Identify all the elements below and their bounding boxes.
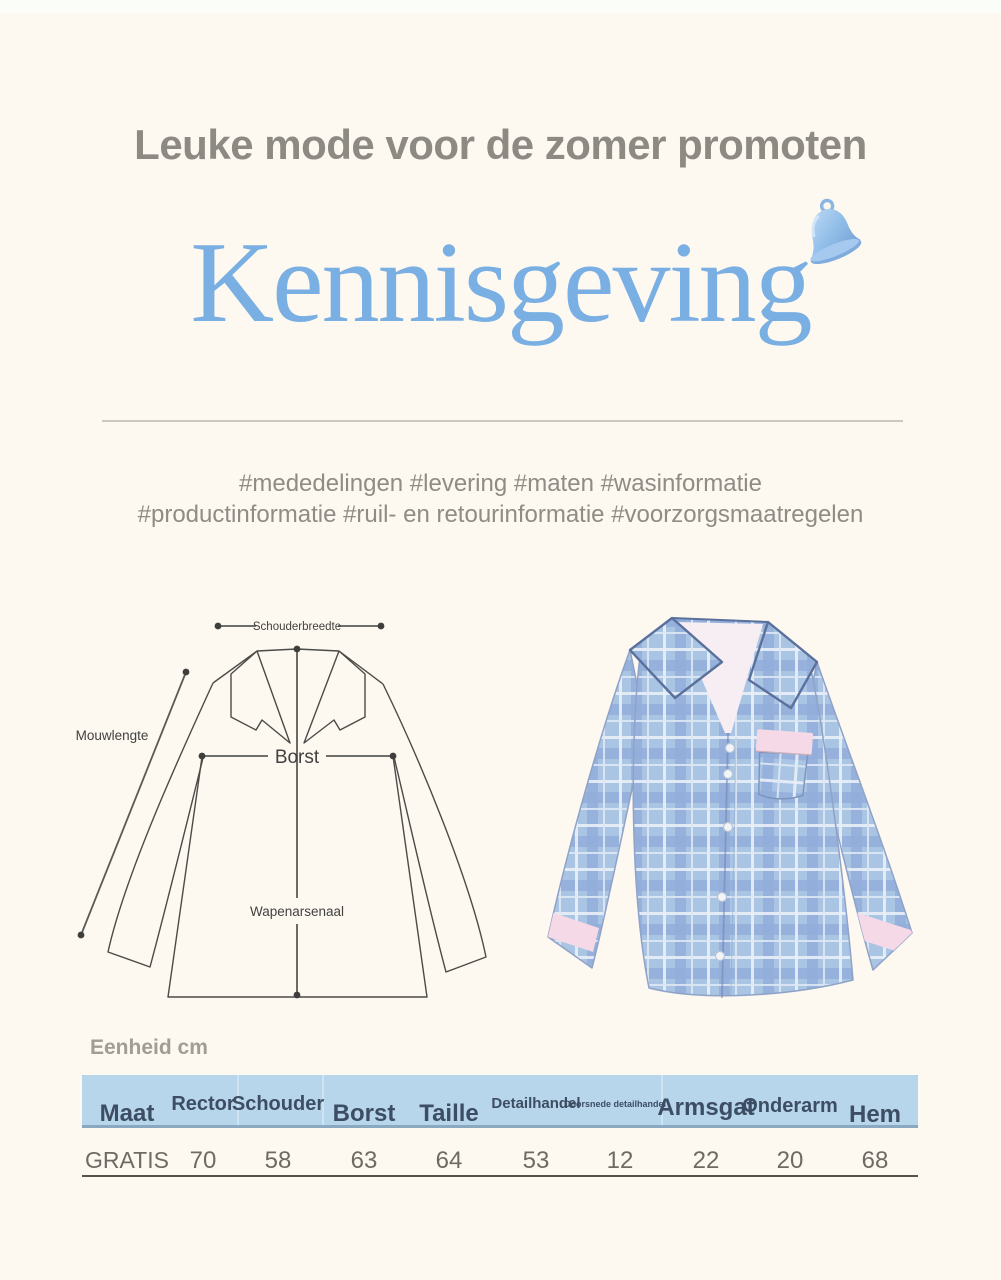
table-underline: [82, 1175, 918, 1177]
cell-onderarm: 20: [776, 1147, 804, 1174]
header-borst: Borst: [332, 1100, 396, 1127]
cell-rector: 70: [189, 1147, 217, 1174]
header-schouder: Schouder: [231, 1093, 325, 1115]
cell-doorsnede: 12: [606, 1147, 634, 1174]
bell-icon: [799, 194, 863, 274]
header-armsgat: Armsgat: [657, 1094, 755, 1121]
header-taille: Taille: [419, 1100, 479, 1127]
header-hem: Hem: [848, 1101, 902, 1128]
cell-armsgat: 22: [692, 1147, 720, 1174]
cell-hem: 68: [861, 1147, 889, 1174]
header-detailhandel: Detailhandel: [491, 1095, 581, 1112]
hashtag-line-2: #productinformatie #ruil- en retourinformatie #voorzorgsmaatregelen: [137, 501, 864, 528]
diagram-label-sleeve: Mouwlengte: [75, 728, 149, 743]
section-divider: [102, 420, 903, 422]
headline-kennisgeving: Kennisgeving: [190, 219, 811, 347]
diagram-label-chest: Borst: [274, 747, 320, 768]
unit-label: Eenheid cm: [90, 1036, 208, 1059]
header-doorsnede-detailhandel: Doorsnede detailhandel: [563, 1099, 667, 1109]
page-title: Leuke mode voor de zomer promoten: [134, 121, 867, 168]
cell-taille: 64: [435, 1147, 463, 1174]
diagram-label-shoulder: Schouderbreedte: [252, 621, 342, 633]
cell-detailhandel: 53: [522, 1147, 550, 1174]
header-onderarm: Onderarm: [742, 1095, 838, 1117]
measurement-diagram: [70, 605, 515, 1025]
hashtag-line-1: #mededelingen #levering #maten #wasinformatie: [239, 470, 762, 497]
header-maat: Maat: [99, 1100, 155, 1127]
header-rector: Rector: [171, 1093, 235, 1115]
cell-schouder: 58: [264, 1147, 292, 1174]
pajama-shirt-photo: [525, 598, 965, 1038]
top-strip: [0, 0, 1001, 13]
diagram-label-length: Wapenarsenaal: [249, 904, 345, 919]
cell-maat: GRATIS: [85, 1147, 169, 1173]
cell-borst: 63: [350, 1147, 378, 1174]
hashtag-block: [0, 468, 1001, 530]
